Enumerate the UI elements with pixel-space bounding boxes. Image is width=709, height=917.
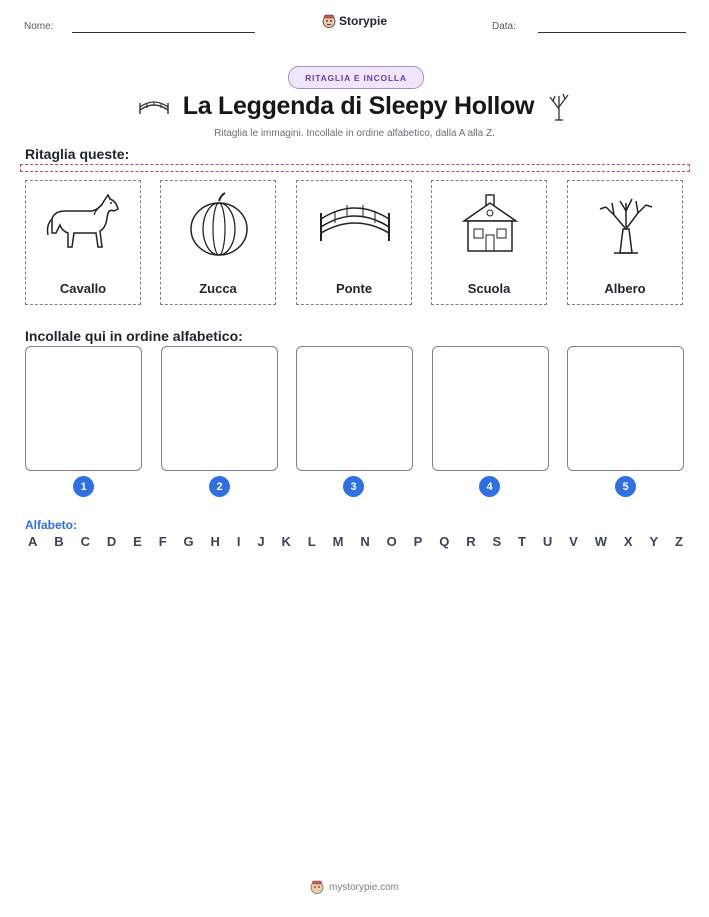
alphabet-letter: F [158, 534, 167, 549]
alphabet-letter: J [257, 534, 265, 549]
cut-card-schoolhouse[interactable] [431, 180, 547, 305]
alphabet-letter: P [413, 534, 423, 549]
alphabet-letter: O [386, 534, 397, 549]
name-line[interactable] [72, 32, 255, 33]
cut-line [20, 164, 690, 172]
alphabet-letter: M [332, 534, 344, 549]
tree-icon [586, 189, 666, 261]
schoolhouse-icon [450, 189, 530, 261]
paste-box-5[interactable] [567, 346, 684, 471]
activity-badge: RITAGLIA E INCOLLA [288, 66, 424, 89]
alphabet-letter: Y [649, 534, 659, 549]
number-badge-5: 5 [615, 476, 636, 497]
alphabet-letter: B [54, 534, 64, 549]
cut-card-label: Albero [604, 281, 646, 296]
title-row [0, 91, 709, 121]
number-badge-4: 4 [479, 476, 500, 497]
alphabet-letter: Z [675, 534, 683, 549]
name-label: Nome: [24, 21, 54, 32]
tree-decoration-icon [546, 91, 572, 121]
alphabet-letter: W [594, 534, 608, 549]
paste-box-4[interactable] [432, 346, 549, 471]
alphabet-label: Alfabeto: [25, 518, 77, 532]
bridge-decoration-icon [137, 94, 171, 118]
footer [0, 880, 709, 894]
number-badge-1: 1 [73, 476, 94, 497]
paste-box-3[interactable] [296, 346, 413, 471]
cut-card-label: Scuola [467, 281, 511, 296]
cut-card-bridge[interactable] [296, 180, 412, 305]
alphabet-letter: I [236, 534, 241, 549]
cut-card-label: Ponte [335, 281, 373, 296]
paste-section-label: Incollale qui in ordine alfabetico: [25, 328, 243, 344]
alphabet-letter: R [466, 534, 476, 549]
alphabet-letter: S [492, 534, 502, 549]
date-label: Data: [492, 21, 516, 32]
instructions: Ritaglia le immagini. Incollale in ordine alfabetico, dalla A alla Z. [214, 128, 495, 139]
paste-box-2[interactable] [161, 346, 278, 471]
alphabet-letter: U [542, 534, 553, 549]
alphabet-letter: C [80, 534, 90, 549]
cut-card-label: Cavallo [59, 281, 107, 296]
alphabet-letter: X [623, 534, 633, 549]
storypie-mascot-icon [310, 880, 324, 894]
cut-section-label: Ritaglia queste: [25, 146, 130, 162]
storypie-mascot-icon [322, 14, 336, 28]
cut-card-pumpkin[interactable] [160, 180, 276, 305]
brand-logo [322, 14, 387, 28]
bridge-icon [315, 189, 395, 261]
alphabet-letter: H [210, 534, 220, 549]
alphabet-letter: K [281, 534, 291, 549]
alphabet-letter: G [183, 534, 194, 549]
brand-name: Storypie [339, 14, 388, 28]
alphabet-letter: E [133, 534, 142, 549]
pumpkin-icon [179, 189, 259, 261]
number-badge-3: 3 [343, 476, 364, 497]
number-badge-2: 2 [209, 476, 230, 497]
page-title: La Leggenda di Sleepy Hollow [182, 91, 535, 120]
cut-card-horse[interactable] [25, 180, 141, 305]
paste-box-1[interactable] [25, 346, 142, 471]
alphabet-letter: A [28, 534, 38, 549]
alphabet-letter: T [518, 534, 526, 549]
alphabet-letter: V [569, 534, 578, 549]
cut-card-tree[interactable] [567, 180, 683, 305]
alphabet-letter: Q [439, 534, 450, 549]
footer-url[interactable]: mystorypie.com [328, 881, 399, 893]
alphabet-letter: D [106, 534, 117, 549]
alphabet-row [28, 534, 683, 549]
alphabet-letter: N [360, 534, 370, 549]
alphabet-letter: L [307, 534, 316, 549]
cut-card-label: Zucca [199, 281, 237, 296]
horse-icon [44, 189, 124, 261]
date-line[interactable] [538, 32, 686, 33]
